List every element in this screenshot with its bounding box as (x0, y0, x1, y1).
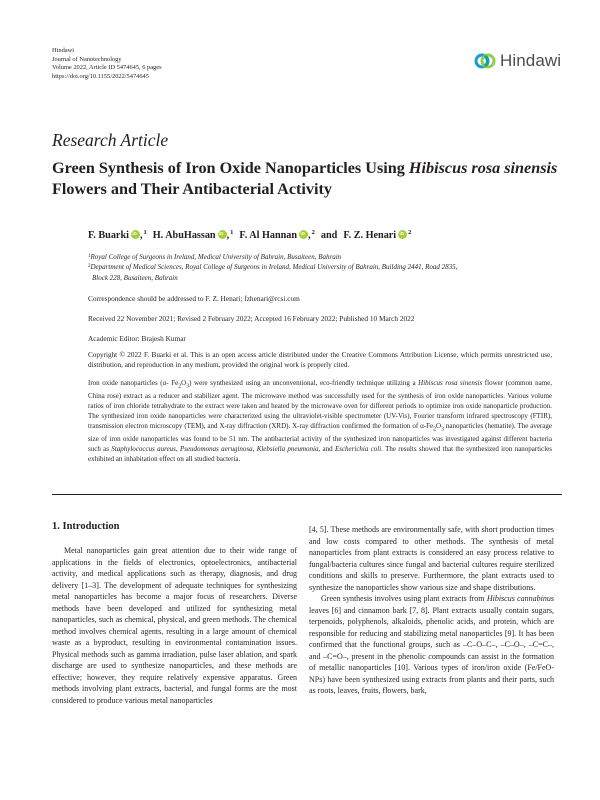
affiliation: $^2$Department of Medical Sciences, Royal College of Surgeons in Ireland, Medical University of Bahrain, Building 2441, Road 2835, Block 228, Busaiteen, Bahrain (88, 263, 458, 282)
author[interactable]: F. Buarki iD , 1 (88, 230, 147, 241)
author-list (88, 230, 411, 241)
section-heading-introduction: 1. Introduction (52, 521, 120, 532)
abstract: Iron oxide nanoparticles (α- $Fe_2O_3$) were synthesized using an unconventional, eco-friendly technique utilizing a Hibiscus rosa sinensis flower (common name, China rose) extract as a reducer and stabilizer agent. The microwave method was successfully used for the synthesis of iron oxide nanoparticles. Various volume ratios of iron chloride tetrahydrate to the extract were taken and heated by the microwave oven for different periods to optimize iron oxide nanoparticle production. The synthesized iron oxide nanoparticles were characterized using the ultraviolet-visible spectrometer (UV-Vis), Fourier transform infrared spectroscopy (FTIR), transmission electron microscopy (TEM), and X-ray diffraction (XRD). X-ray diffraction confirmed the formation of $\alpha-Fe_2O_3$ nanoparticles (hematite). The average size of iron oxide nanoparticles was found to be 51 nm. The antibacterial activity of the synthesized iron nanoparticles was investigated against different bacteria such as Staphylococcus aureus, Pseudomonas aeruginosa, Klebsiella pneumonia, and Escherichia coli. The results showed that the synthesized iron nanoparticles exhibited an inhabitation effect on all studied bacteria. (88, 379, 553, 463)
journal-name: Journal of Nanotechnology (52, 55, 122, 63)
orcid-icon[interactable] (218, 230, 227, 239)
orcid-icon[interactable] (131, 230, 140, 239)
hindawi-logo (474, 50, 561, 72)
intro-right-column (309, 524, 554, 697)
article-title: Green Synthesis of Iron Oxide Nanoparticles Using Hibiscus rosa sinensis Flowers and Their Antibacterial Activity (52, 159, 558, 198)
article-type: Research Article (52, 130, 169, 150)
publication-dates: Received 22 November 2021; Revised 2 February 2022; Accepted 16 February 2022; Published 10 March 2022 (88, 314, 415, 323)
logo-text: Hindawi (500, 51, 562, 70)
orcid-icon[interactable] (299, 230, 308, 239)
volume-line: Volume 2022, Article ID 5474645, 6 pages (52, 64, 162, 72)
hindawi-logo-icon (474, 50, 496, 72)
intro-paragraph: [4, 5]. These methods are environmentally safe, with short production times and low costs compared to other methods. The synthesis of metal nanoparticles from plant extracts is considered an easy process relative to fungal/bacteria cultures since fungal and bacterial cultures require sterilized conditions and skills to preserve. Furthermore, the plant extracts used to synthesize the nanoparticles show various size and shape distributions. (309, 525, 554, 592)
author[interactable]: F. Al Hannan iD , 2 (239, 230, 314, 241)
orcid-icon[interactable] (398, 230, 407, 239)
doi-link[interactable]: https://doi.org/10.1155/2022/5474645 (52, 72, 149, 80)
section-divider (52, 494, 562, 495)
copyright-notice: Copyright © 2022 F. Buarki et al. This is an open access article distributed under the Creative Commons Attribution License, which permits unrestricted use, distribution, and reproduction in any medium, provided the original work is properly cited. (88, 351, 552, 369)
intro-left-column: Metal nanoparticles gain great attention due to their wide range of applications in the fields of electronics, optoelectronics, antibacterial activity, and medical applications such as therapy, diagnosis, and drug delivery [1–3]. The development of adequate techniques for synthesizing metal nanoparticles has become a major focus of researchers. Diverse methods have been developed and utilized for synthesizing metal nanoparticles, such as chemical, physical, and green methods. The chemical method involves chemical agents, resulting in a large amount of chemical waste as a byproduct, resulting in environmental contamination issues. Physical methods such as gamma irradiation, pulse laser ablation, and spark discharge are used to synthesize nanoparticles, and these methods are effective; however, they require relatively expensive apparatus. Green methods involving plant extracts, bacterial, and fungal forms are the most considered to produce various metal nanoparticles (52, 546, 297, 705)
academic-editor: Academic Editor: Brajesh Kumar (88, 334, 186, 343)
author[interactable]: F. Z. Henari iD 2 (343, 230, 411, 241)
author[interactable]: H. AbuHassan iD , 1 (153, 230, 234, 241)
correspondence: Correspondence should be addressed to F. Z. Henari; fzhenari@rcsi.com (88, 294, 300, 303)
journal-meta (52, 47, 162, 81)
publisher-name: Hindawi (52, 47, 75, 54)
author-and: and (320, 230, 338, 241)
intro-paragraph: Green synthesis involves using plant extracts from Hibiscus cannabinus leaves [6] and cinnamon bark [7, 8]. Plant extracts usually contain sugars, terpenoids, polyphenols, alkaloids, phenolic acids, and protein, which are responsible for reducing and stabilizing metal nanoparticles [9]. It has been confirmed that the functional groups, such as –C–O–C–, –C–O–, –C=C–, and –C=O–, present in the phenolic compounds can assist in the formation of metallic nanoparticles [10]. Various types of iron/iron oxide (Fe/FeO-NPs) have been synthesized using extracts from plants and their parts, such as roots, leaves, fruits, flowers, bark, (309, 594, 554, 695)
affiliation: $^1$Royal College of Surgeons in Ireland, Medical University of Bahrain, Busaiteen, Bahrain (88, 253, 342, 261)
